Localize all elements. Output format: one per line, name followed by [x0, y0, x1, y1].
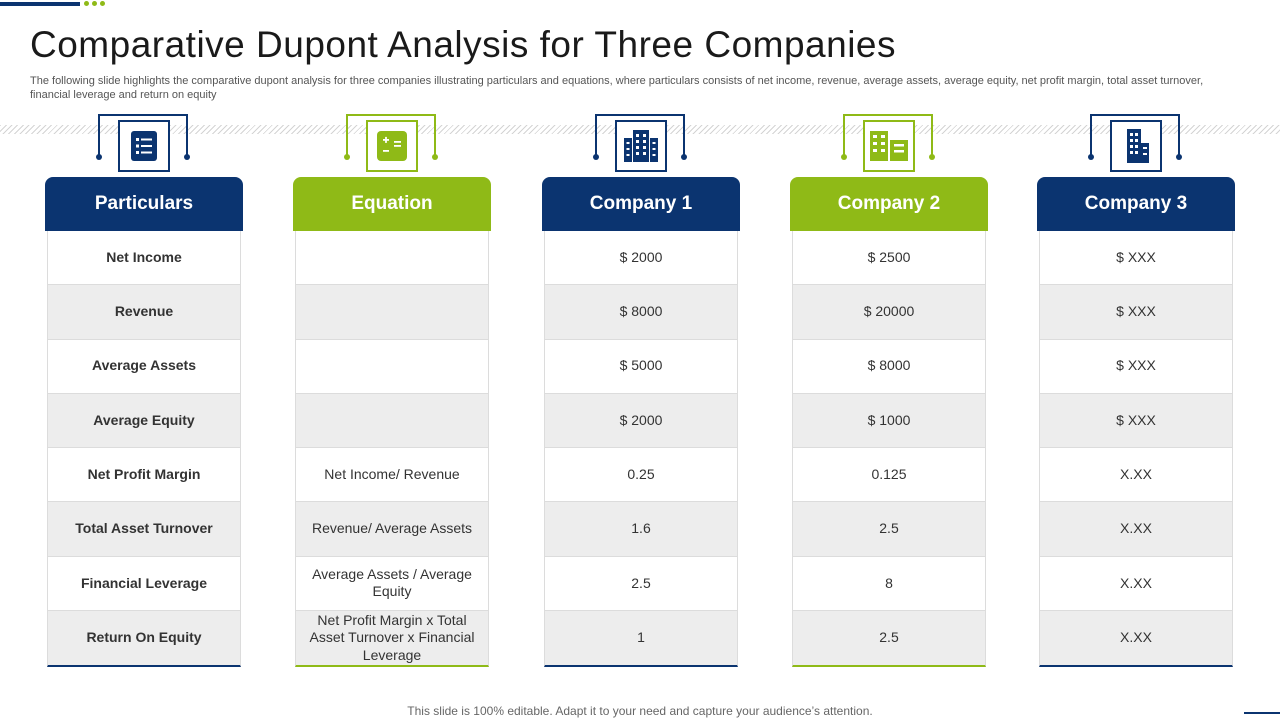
- table-cell: $ XXX: [1040, 231, 1232, 285]
- column-company-3: [1037, 114, 1235, 666]
- column-cells: [544, 231, 738, 667]
- list-icon: [118, 120, 170, 172]
- table-cell: 8: [793, 557, 985, 611]
- table-cell: Net Income: [48, 231, 240, 285]
- header-particulars: Particulars: [45, 177, 243, 231]
- table-cell: $ XXX: [1040, 285, 1232, 339]
- table-cell: $ XXX: [1040, 340, 1232, 394]
- table-cell: Net Income/ Revenue: [296, 448, 488, 502]
- column-company-1: [542, 114, 740, 666]
- table-cell: [296, 231, 488, 285]
- buildings-icon: [863, 120, 915, 172]
- table-cell: 2.5: [793, 502, 985, 556]
- column-cells: [47, 231, 241, 667]
- accent-dots: [84, 1, 105, 6]
- table-cell: [296, 340, 488, 394]
- tower-building-icon: [1110, 120, 1162, 172]
- column-cells: [295, 231, 489, 667]
- column-cells: [792, 231, 986, 667]
- table-cell: $ 8000: [793, 340, 985, 394]
- footer-note: This slide is 100% editable. Adapt it to your need and capture your audience’s attention.: [407, 704, 873, 718]
- table-cell: $ 2000: [545, 394, 737, 448]
- table-cell: Average Assets / Average Equity: [296, 557, 488, 611]
- table-cell: 0.25: [545, 448, 737, 502]
- table-cell: X.XX: [1040, 448, 1232, 502]
- column-company-2: [790, 114, 988, 666]
- column-particulars: [45, 114, 243, 666]
- column-equation: [293, 114, 491, 666]
- table-cell: $ XXX: [1040, 394, 1232, 448]
- column-cells: [1039, 231, 1233, 667]
- table-cell: $ 8000: [545, 285, 737, 339]
- page-title: Comparative Dupont Analysis for Three Companies: [30, 24, 897, 65]
- header-company-2: Company 2: [790, 177, 988, 231]
- table-cell: Revenue/ Average Assets: [296, 502, 488, 556]
- table-cell: $ 1000: [793, 394, 985, 448]
- table-cell: Average Equity: [48, 394, 240, 448]
- table-cell: X.XX: [1040, 502, 1232, 556]
- table-cell: X.XX: [1040, 611, 1232, 665]
- table-cell: Revenue: [48, 285, 240, 339]
- table-cell: $ 2500: [793, 231, 985, 285]
- page-subtitle: The following slide highlights the comparative dupont analysis for three companies illustrating particulars and equations, where particulars consists of net income, revenue, average assets, average equity, net profit margin, total asset turnover, financial leverage and return on equity: [30, 75, 1204, 101]
- table-cell: $ 5000: [545, 340, 737, 394]
- header-equation: Equation: [293, 177, 491, 231]
- top-accent-bar: [0, 2, 80, 6]
- table-cell: Average Assets: [48, 340, 240, 394]
- table-cell: 1.6: [545, 502, 737, 556]
- table-cell: 2.5: [545, 557, 737, 611]
- table-cell: X.XX: [1040, 557, 1232, 611]
- table-cell: 2.5: [793, 611, 985, 665]
- table-cell: Total Asset Turnover: [48, 502, 240, 556]
- table-cell: 1: [545, 611, 737, 665]
- table-cell: Return On Equity: [48, 611, 240, 665]
- table-cell: Net Profit Margin: [48, 448, 240, 502]
- table-cell: $ 2000: [545, 231, 737, 285]
- header-company-1: Company 1: [542, 177, 740, 231]
- calculator-icon: [366, 120, 418, 172]
- table-cell: Financial Leverage: [48, 557, 240, 611]
- table-cell: [296, 285, 488, 339]
- table-cell: [296, 394, 488, 448]
- table-cell: 0.125: [793, 448, 985, 502]
- header-company-3: Company 3: [1037, 177, 1235, 231]
- corner-accent: [1244, 712, 1280, 714]
- office-building-icon: [615, 120, 667, 172]
- table-cell: $ 20000: [793, 285, 985, 339]
- table-cell: Net Profit Margin x Total Asset Turnover x Financial Leverage: [296, 611, 488, 665]
